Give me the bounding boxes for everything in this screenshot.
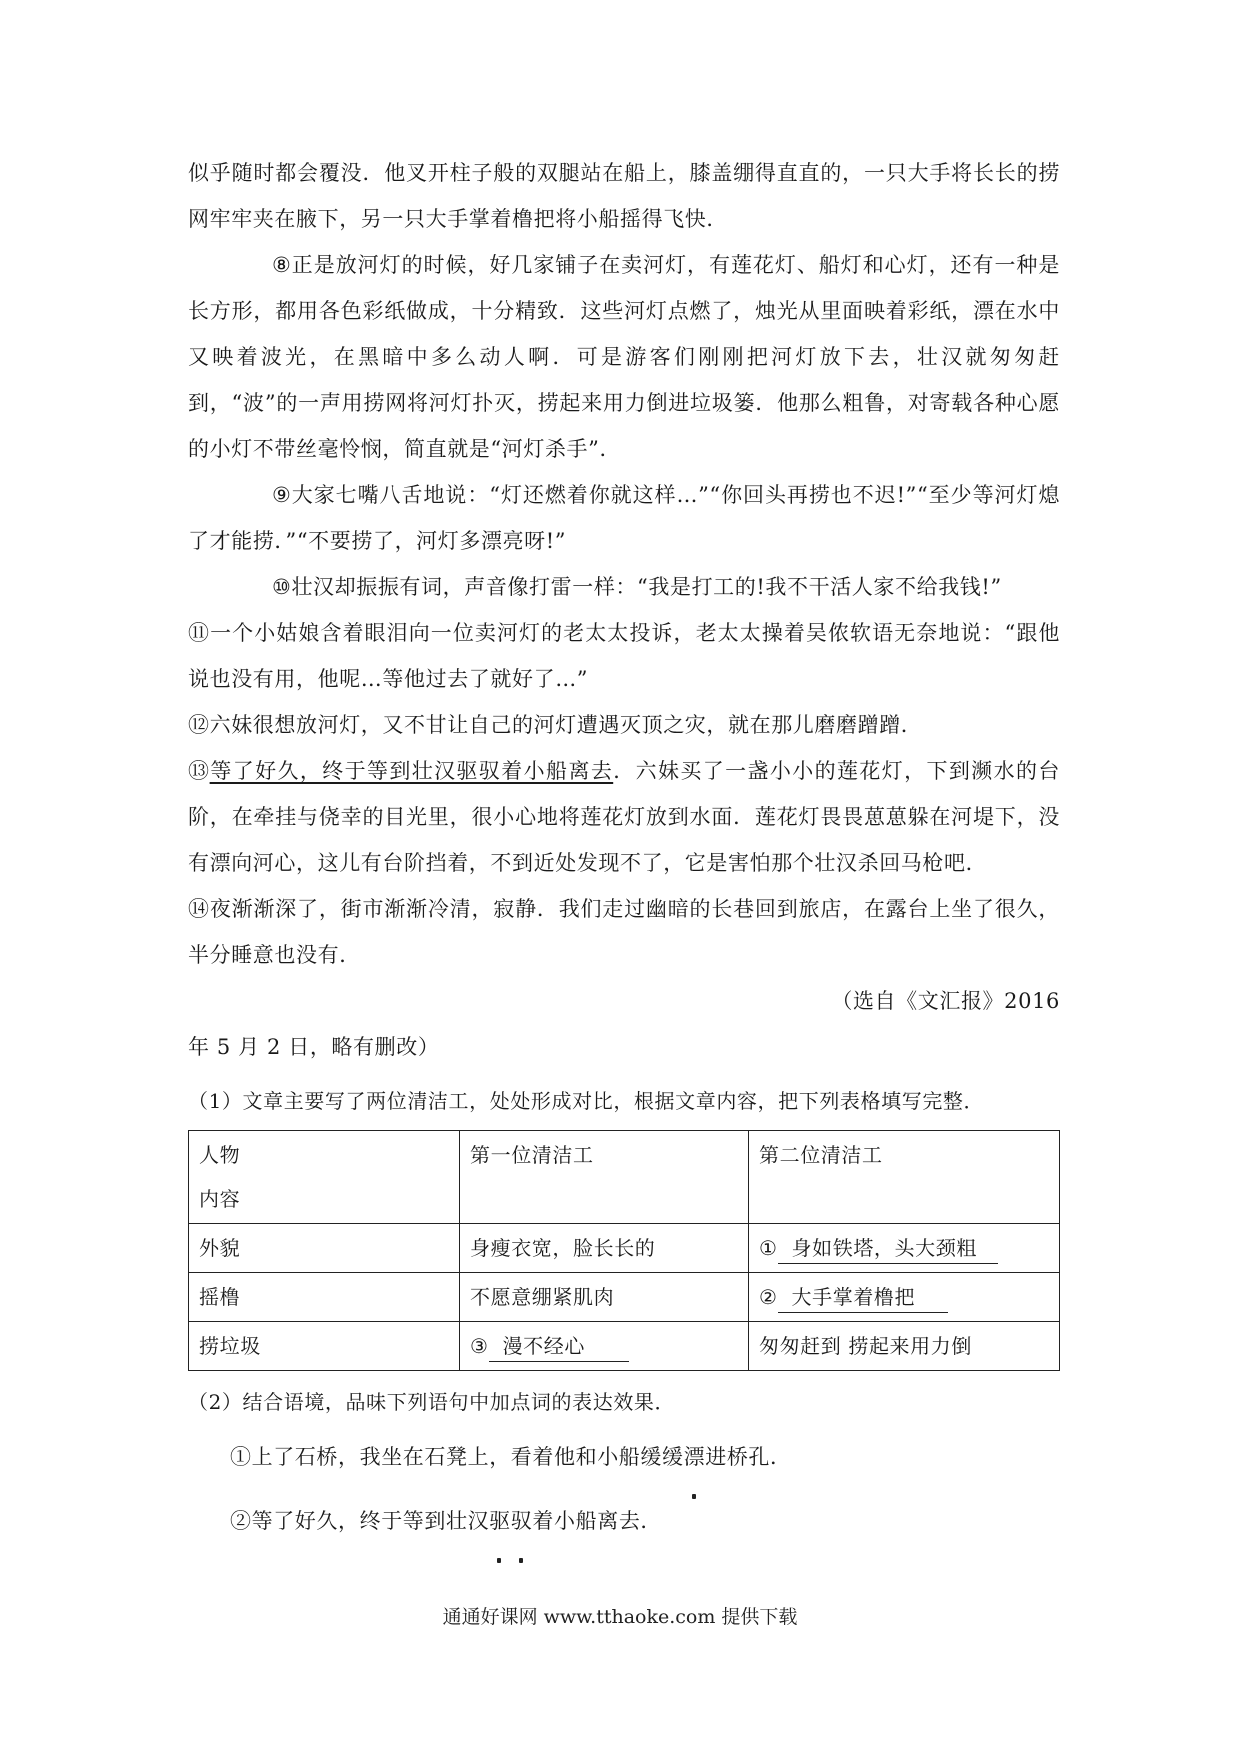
row-label: 外貌 bbox=[189, 1224, 460, 1273]
header-label-person: 人物 bbox=[199, 1143, 241, 1167]
answer-number: ③ bbox=[470, 1334, 489, 1358]
first-cleaner-cell: 不愿意绷紧肌肉 bbox=[460, 1273, 749, 1322]
item-text-before: 等了好久，终于等到壮汉 bbox=[251, 1509, 490, 1533]
paragraph-text: 六妹很想放河灯，又不甘让自己的河灯遭遇灭顶之灾，就在那儿磨磨蹭蹭． bbox=[209, 713, 923, 737]
paragraph-text: 一个小姑娘含着眼泪向一位卖河灯的老太太投诉，老太太操着吴侬软语无奈地说：“跟他说也没有用，他呢…等他过去了就好了…” bbox=[188, 621, 1060, 691]
dotted-word-text: 驱驭 bbox=[489, 1509, 533, 1533]
item-text-before: 上了石桥，我坐在石凳上，看着他和小船缓缓 bbox=[251, 1445, 684, 1469]
article-content bbox=[188, 150, 1060, 1553]
question-2-item-1 bbox=[188, 1425, 1060, 1489]
source-citation-part2: 年 5 月 2 日，略有删改） bbox=[188, 1035, 440, 1059]
table-header-second-cleaner: 第二位清洁工 bbox=[749, 1131, 1060, 1224]
answer-number: ① bbox=[759, 1236, 778, 1260]
paragraph-number: ⑬ bbox=[188, 759, 210, 783]
dotted-word-text: 漂 bbox=[683, 1445, 706, 1469]
header-label-content: 内容 bbox=[199, 1187, 241, 1211]
row-label: 捞垃圾 bbox=[189, 1322, 460, 1371]
emphasis-dot bbox=[497, 1558, 501, 1563]
item-text-after: 着小船离去． bbox=[532, 1509, 663, 1533]
dotted-word bbox=[684, 1425, 706, 1489]
second-cleaner-cell: 匆匆赶到 捞起来用力倒 bbox=[749, 1322, 1060, 1371]
question-2-prompt: （2）结合语境，品味下列语句中加点词的表达效果． bbox=[188, 1390, 676, 1414]
paragraph-text: 正是放河灯的时候，好几家铺子在卖河灯，有莲花灯、船灯和心灯，还有一种是长方形，都用各色彩纸做成，十分精致．这些河灯点燃了，烛光从里面映着彩纸，漂在水中又映着波光，在黑暗中多么动人啊．可是游客们刚刚把河灯放下去，壮汉就匆匆赶到，“波”的一声用捞网将河灯扑灭，捞起来用力倒进垃圾篓．他那么粗鲁，对寄载各种心愿的小灯不带丝毫怜悯，简直就是“河灯杀手”． bbox=[188, 253, 1060, 461]
source-citation bbox=[188, 978, 1060, 1024]
paragraph-number: ⑩ bbox=[272, 575, 292, 599]
comparison-table bbox=[188, 1130, 1060, 1371]
source-citation-part1: （选自《文汇报》2016 bbox=[831, 989, 1060, 1013]
paragraph-number: ⑪ bbox=[188, 621, 210, 645]
paragraph-11 bbox=[188, 610, 1060, 702]
paragraph-9 bbox=[188, 472, 1060, 564]
table-header-row bbox=[189, 1131, 1060, 1224]
emphasis-dot bbox=[519, 1558, 523, 1563]
first-cleaner-cell: 身瘦衣宽，脸长长的 bbox=[460, 1224, 749, 1273]
item-number: ② bbox=[230, 1509, 252, 1533]
table-row bbox=[189, 1224, 1060, 1273]
table-header-cell bbox=[189, 1131, 460, 1224]
question-1-prompt: （1）文章主要写了两位清洁工，处处形成对比，根据文章内容，把下列表格填写完整． bbox=[188, 1089, 985, 1113]
answer-blank: 漫不经心 bbox=[489, 1331, 629, 1362]
paragraph-number: ⑭ bbox=[188, 897, 210, 921]
paragraph-text: 壮汉却振振有词，声音像打雷一样：“我是打工的!我不干活人家不给我钱!” bbox=[291, 575, 1002, 599]
paragraph-8 bbox=[188, 242, 1060, 472]
paragraph-10 bbox=[188, 564, 1060, 610]
paragraph-7-continued: 似乎随时都会覆没．他叉开柱子般的双腿站在船上，膝盖绷得直直的，一只大手将长长的捞网牢牢夹在腋下，另一只大手掌着橹把将小船摇得飞快． bbox=[188, 161, 1060, 231]
underlined-sentence: 等了好久，终于等到壮汉驱驭着小船离去 bbox=[209, 759, 614, 783]
paragraph-12 bbox=[188, 702, 1060, 748]
paragraph-number: ⑧ bbox=[272, 253, 292, 277]
paragraph-13 bbox=[188, 748, 1060, 886]
first-cleaner-cell bbox=[460, 1322, 749, 1371]
page-footer: 通通好课网 www.tthaoke.com 提供下载 bbox=[442, 1606, 798, 1628]
row-label: 摇橹 bbox=[189, 1273, 460, 1322]
question-2-item-2 bbox=[188, 1489, 1060, 1553]
second-cleaner-cell bbox=[749, 1224, 1060, 1273]
second-cleaner-cell bbox=[749, 1273, 1060, 1322]
dotted-word bbox=[489, 1489, 532, 1553]
answer-number: ② bbox=[759, 1285, 778, 1309]
answer-blank: 大手掌着橹把 bbox=[778, 1282, 948, 1313]
table-row bbox=[189, 1273, 1060, 1322]
paragraph-number: ⑫ bbox=[188, 713, 210, 737]
paragraph-number: ⑨ bbox=[272, 483, 292, 507]
paragraph-text: ．六妹买了一盏小小的莲花灯，下到濒水的台阶，在牵挂与侥幸的目光里，很小心地将莲花灯放到水面．莲花灯畏畏葸葸躲在河堤下，没有漂向河心，这儿有台阶挡着，不到近处发现不了，它是害怕那个壮汉杀回马枪吧． bbox=[188, 759, 1060, 875]
paragraph-text: 夜渐渐深了，街市渐渐冷清，寂静．我们走过幽暗的长巷回到旅店，在露台上坐了很久，半分睡意也没有． bbox=[188, 897, 1060, 967]
table-header-first-cleaner: 第一位清洁工 bbox=[460, 1131, 749, 1224]
table-row bbox=[189, 1322, 1060, 1371]
answer-blank: 身如铁塔，头大颈粗 bbox=[778, 1233, 998, 1264]
item-text-after: 进桥孔． bbox=[705, 1445, 792, 1469]
paragraph-text: 大家七嘴八舌地说：“灯还燃着你就这样…”“你回头再捞也不迟!”“至少等河灯熄了才能捞．”“不要捞了，河灯多漂亮呀!” bbox=[188, 483, 1060, 553]
item-number: ① bbox=[230, 1445, 252, 1469]
paragraph-14 bbox=[188, 886, 1060, 978]
